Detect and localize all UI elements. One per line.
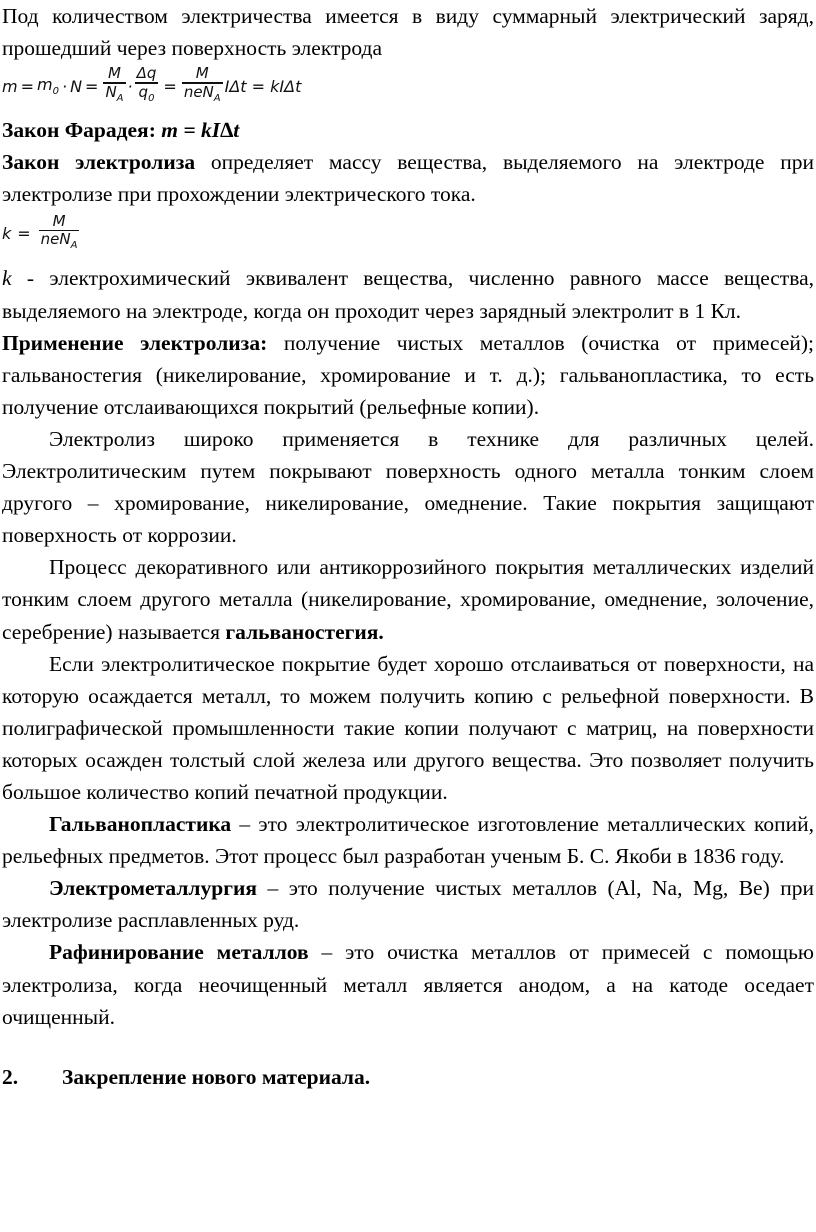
section-number: 2.: [2, 1064, 19, 1089]
paragraph-decorative: Процесс декоративного или антикоррозийного покрытия металлических изделий тонким слоем другого металла (никелирование, хромирование, омеднение, золочение, серебрение) называется гальваностегия.: [2, 555, 814, 644]
fraction-M-neNA: $\frac{M}{neN_A}$: [183, 64, 221, 104]
formula-tail: IΔt = kIΔt: [224, 76, 302, 96]
paragraph-refining: Рафинирование металлов – это очистка металлов от примесей с помощью электролиза, когда неочищенный металл является анодом, а на катоде оседает очищенный.: [2, 940, 814, 1029]
faraday-law: [2, 114, 814, 146]
formula-k: k = $\frac{M}{neN_A}$: [2, 211, 78, 252]
paragraph-application: Применение электролиза: получение чистых металлов (очистка от примесей); гальваностегия (никелирование, хромирование и т. д.); гальванопластика, то есть получение отслаивающихся покрытий (рельефные копии).: [2, 330, 814, 419]
paragraph-galvanoplastika: Гальванопластика – это электролитическое изготовление металлических копий, рельефных предметов. Этот процесс был разработан ученым Б. С. Якоби в 1836 году.: [2, 812, 814, 869]
faraday-formula: m = kI∆t: [161, 118, 240, 143]
paragraph-k-definition: k - электрохимический эквивалент вещества, численно равного массе вещества, выделяемого на электроде, когда он проходит через зарядный электролит в 1 Кл.: [2, 266, 814, 323]
faraday-label: Закон Фарадея:: [2, 118, 156, 143]
paragraph-relief: Если электролитическое покрытие будет хорошо отслаиваться от поверхности, на которую осаждается металл, то можем получить копию с рельефной поверхности. В полиграфической промышленности такие копии получают с матриц, на поверхности которых осажден толстый слой железа или другого вещества. Это позволяет получить большое количество копий печатной продукции.: [2, 651, 814, 804]
paragraph-wide-use: Электролиз широко применяется в технике для различных целей. Электролитическим путем покрывают поверхность одного металла тонким слоем другого – хромирование, никелирование, омеднение. Такие покрытия защищают поверхность от коррозии.: [2, 426, 814, 548]
paragraph-metallurgy: Электрометаллургия – это получение чистых металлов (Al, Na, Mg, Be) при электролизе расплавленных руд.: [2, 876, 814, 933]
formula-eq: =: [20, 76, 34, 96]
paragraph-charge: Под количеством электричества имеется в виду суммарный электрический заряд, прошедший через поверхность электрода: [2, 4, 814, 61]
formula-m: m: [2, 76, 18, 96]
fraction-M-NA: $\frac{M}{N_A}$: [105, 64, 124, 104]
formula-N: N: [70, 76, 83, 96]
section-heading: [2, 1061, 814, 1093]
formula-dot: ·: [61, 76, 68, 96]
fraction-dq-q0: $\frac{\Delta q}{q_0}$: [136, 64, 157, 104]
formula-m0: $m_0$: [37, 75, 59, 98]
formula-mass: m = $m_0$ · N = $\frac{M}{N_A}$ · $\frac{\Delta q}{q_0}$ = $\frac{M}{neN_A}$ IΔt = kIΔt: [2, 64, 814, 108]
section-title: Закрепление нового материала.: [62, 1064, 371, 1089]
paragraph-law: Закон электролиза определяет массу вещества, выделяемого на электроде при электролизе при прохождении электрического тока.: [2, 150, 814, 207]
